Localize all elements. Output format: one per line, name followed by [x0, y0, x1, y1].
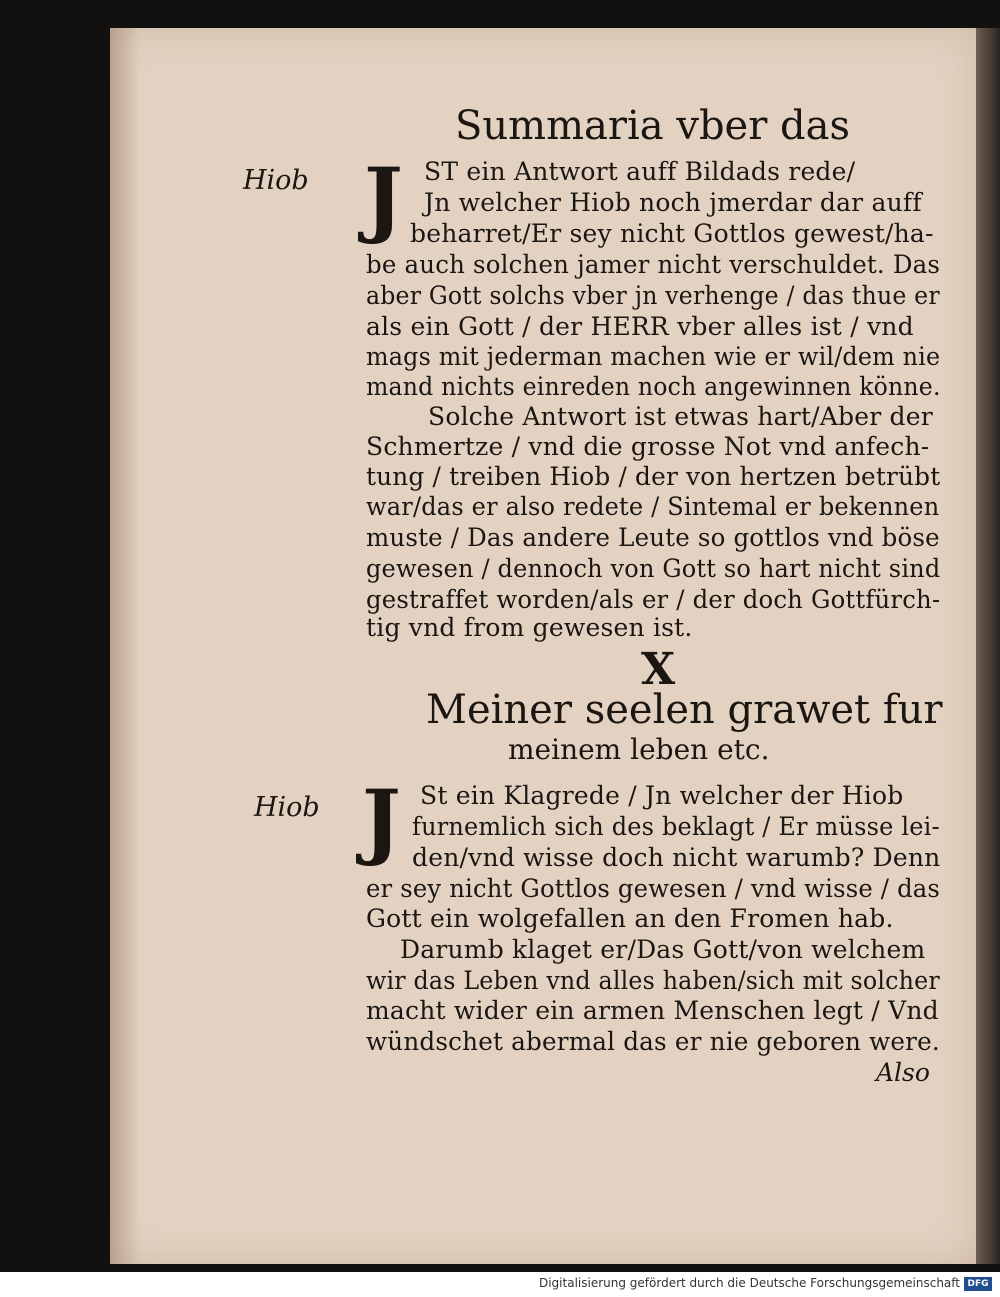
text-line: furnemlich sich des beklagt / Er müsse lei-	[412, 812, 940, 841]
text-line: gestraffet worden/als er / der doch Gottfürch-	[366, 585, 941, 614]
chapter-title: Meiner seelen grawet fur	[426, 687, 943, 733]
text-line: be auch solchen jamer nicht verschuldet. Das	[366, 250, 941, 279]
text-line: den/vnd wisse doch nicht warumb? Denn	[412, 843, 941, 872]
text-line: Darumb klaget er/Das Gott/von welchem	[400, 935, 926, 964]
text-line: Gott ein wolgefallen an den Fromen hab.	[366, 904, 894, 933]
text-line: mags mit jederman machen wie er wil/dem nie	[366, 342, 941, 371]
text-line: war/das er also redete / Sintemal er bekennen	[366, 492, 940, 521]
text-line: St ein Klagrede / Jn welcher der Hiob	[420, 781, 904, 810]
text-line: beharret/Er sey nicht Gottlos gewest/ha-	[410, 219, 934, 248]
margin-note-hiob-2: Hiob	[254, 792, 320, 823]
dfg-logo-icon: DFG	[964, 1277, 992, 1291]
text-line: tung / treiben Hiob / der von hertzen betrübt	[366, 462, 941, 491]
drop-initial-1: J	[364, 151, 403, 247]
text-line: Schmertze / vnd die grosse Not vnd anfech-	[366, 432, 930, 461]
text-line: muste / Das andere Leute so gottlos vnd böse	[366, 523, 940, 552]
text-line: Solche Antwort ist etwas hart/Aber der	[428, 402, 933, 431]
footer-bar	[0, 1272, 1000, 1297]
gutter-shadow	[110, 28, 140, 1264]
text-line: als ein Gott / der HERR vber alles ist / vnd	[366, 312, 914, 341]
page-edge	[976, 28, 1000, 1264]
text-line: macht wider ein armen Menschen legt / Vnd	[366, 996, 939, 1025]
text-line: er sey nicht Gottlos gewesen / vnd wisse / das	[366, 874, 941, 903]
page-heading: Summaria vber das	[455, 103, 851, 149]
text-line: gewesen / dennoch von Gott so hart nicht sind	[366, 554, 941, 583]
text-line: mand nichts einreden noch angewinnen könne.	[366, 372, 941, 401]
funding-notice: Digitalisierung gefördert durch die Deutsche Forschungsgemeinschaft	[538, 1276, 960, 1290]
text-line: tig vnd from gewesen ist.	[366, 613, 693, 642]
text-line: wir das Leben vnd alles haben/sich mit solcher	[366, 966, 940, 995]
catchword: Also	[876, 1058, 930, 1087]
chapter-subtitle: meinem leben etc.	[508, 733, 770, 766]
text-line: wündschet abermal das er nie geboren were.	[366, 1027, 940, 1056]
margin-note-hiob-1: Hiob	[243, 165, 309, 196]
text-line: ST ein Antwort auff Bildads rede/	[424, 157, 856, 186]
drop-initial-2: J	[362, 773, 401, 869]
text-line: Jn welcher Hiob noch jmerdar dar auff	[424, 188, 922, 217]
text-line: aber Gott solchs vber jn verhenge / das thue er	[366, 281, 940, 310]
chapter-number: X	[641, 644, 676, 695]
